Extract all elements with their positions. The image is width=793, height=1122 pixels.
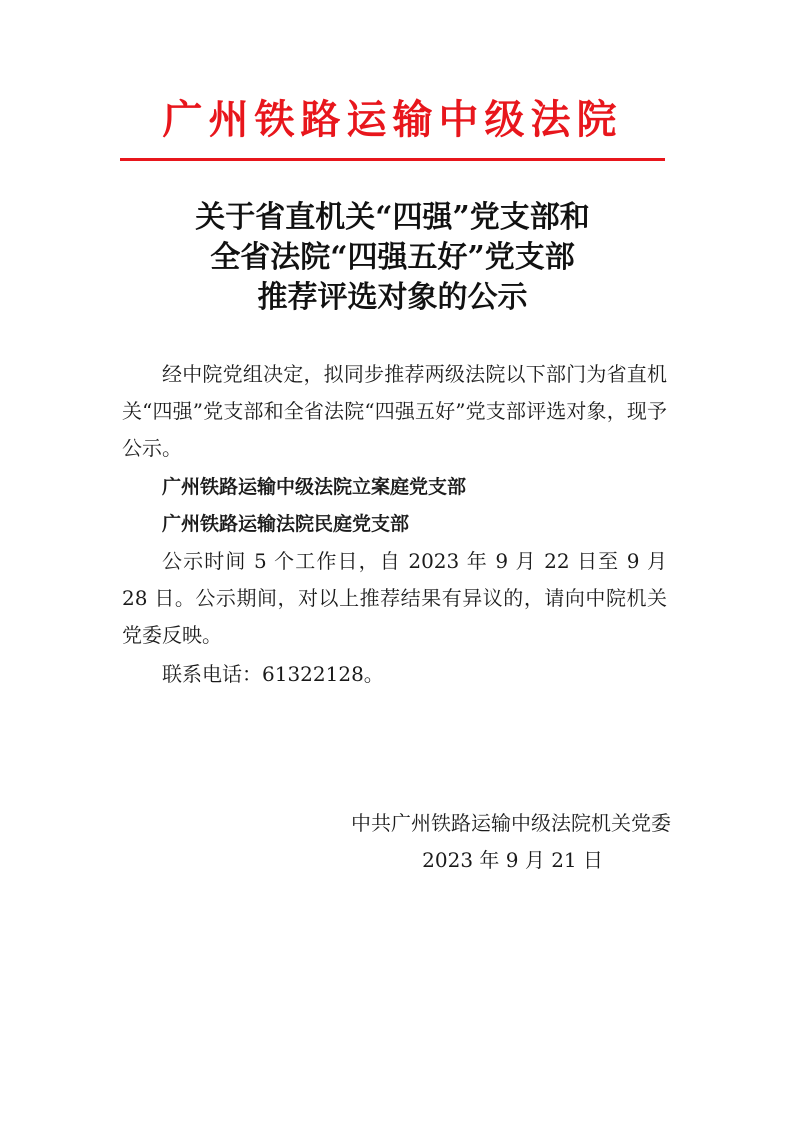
- contact-line: 联系电话：61322128。: [162, 662, 384, 686]
- title-line-1: 关于省直机关“四强”党支部和: [195, 200, 590, 235]
- title-line-2: 全省法院“四强五好”党支部: [210, 240, 575, 275]
- period-paragraph: 公示时间 5 个工作日，自 2023 年 9 月 22 日至 9 月 28 日。公示期间，对以上推荐结果有异议的，请向中院机关党委反映。: [122, 549, 667, 647]
- nominee-1: 广州铁路运输中级法院立案庭党支部: [162, 476, 467, 498]
- title-line-3: 推荐评选对象的公示: [257, 280, 528, 315]
- signature-date: 2023 年 9 月 21 日: [422, 848, 603, 872]
- court-masthead: 广州铁路运输中级法院: [162, 97, 623, 143]
- nominee-2: 广州铁路运输法院民庭党支部: [162, 513, 410, 535]
- notice-title: [120, 198, 665, 318]
- red-divider-line: [120, 158, 665, 161]
- intro-paragraph: 经中院党组决定，拟同步推荐两级法院以下部门为省直机关“四强”党支部和全省法院“四强五好”党支部评选对象，现予公示。: [122, 362, 667, 460]
- signature-organization: 中共广州铁路运输中级法院机关党委: [351, 811, 671, 835]
